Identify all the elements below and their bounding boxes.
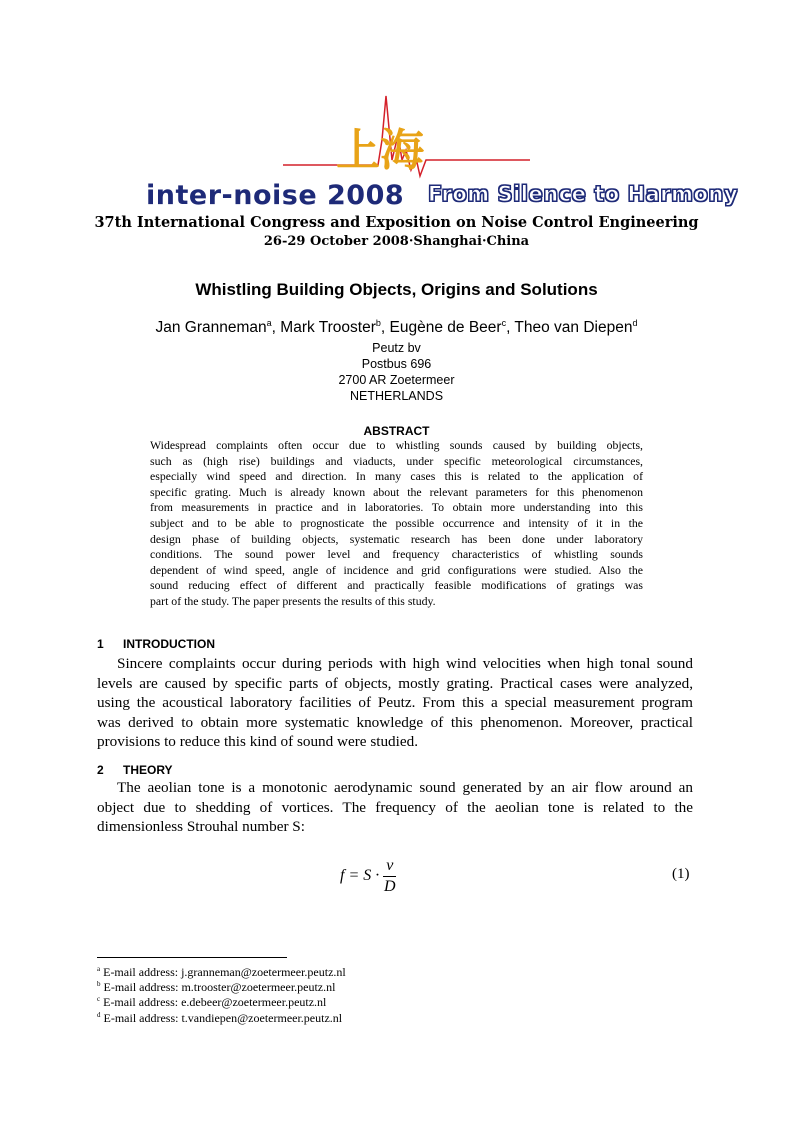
body-line: using the acoustical laboratory facilities of Peutz. From this a special measurement program <box>97 694 693 712</box>
abstract-heading: ABSTRACT <box>363 424 430 438</box>
abstract-line: part of the study. The paper presents the results of this study. <box>150 593 436 608</box>
logo-chinese-characters: 上海 <box>336 125 424 176</box>
footnote-mark: a <box>97 965 101 973</box>
author-list: Jan Granneman$^a$, Mark Trooster$^b$, Eugène de Beer$^c$, Theo van Diepen$^d$ <box>155 318 638 337</box>
abstract-line: subject and to be able to prognosticate the possible occurrence and intensity of it in the <box>150 515 643 530</box>
footnote <box>97 995 326 1010</box>
footnote-text: E-mail address: e.debeer@zoetermeer.peutz.nl <box>103 995 327 1009</box>
abstract-line: sound reducing effect of different and practically feasible modifications of gratings was <box>150 578 643 593</box>
footnote-mark: d <box>97 1011 101 1019</box>
abstract-line: specific grating. Much is already known about the relevant parameters for this phenomenon <box>150 484 643 499</box>
affiliation-line: 2700 AR Zoetermeer <box>338 373 455 387</box>
section-title: THEORY <box>123 763 173 777</box>
abstract-line: especially wind speed and direction. In many cases this is related to the application of <box>150 469 643 484</box>
paper-title: Whistling Building Objects, Origins and Solutions <box>195 280 598 299</box>
section-heading <box>97 637 215 651</box>
author-name: Theo van Diepen <box>514 319 633 337</box>
abstract-line: from measurements in practice and in laboratories. To obtain more understanding into this <box>150 500 643 515</box>
footnote <box>97 980 335 995</box>
equation-number: (1) <box>672 866 690 882</box>
author-name: Mark Trooster <box>280 319 376 337</box>
equation-denominator: D <box>384 878 396 895</box>
footnote-mark: c <box>97 995 101 1003</box>
affiliation-line: NETHERLANDS <box>349 389 444 403</box>
equation-lhs: f = S · <box>340 867 380 885</box>
author-name: Eugène de Beer <box>389 319 502 337</box>
body-line: The aeolian tone is a monotonic aerodynamic sound generated by an air flow around an <box>117 779 693 796</box>
author-mark: d <box>632 318 638 328</box>
logo-slogan: From Silence to Harmony <box>428 182 739 206</box>
section-heading <box>97 763 173 777</box>
equation-numerator: v <box>383 856 396 877</box>
section-body <box>97 654 693 752</box>
footnote <box>97 965 346 980</box>
affiliation-line: Postbus 696 <box>361 357 432 371</box>
author-name: Jan Granneman <box>155 319 267 337</box>
abstract-line: such as (high rise) buildings and viaducts, under specific meteorological circumstances, <box>150 453 643 468</box>
affiliation-line: Peutz bv <box>372 341 421 355</box>
section-title: INTRODUCTION <box>123 637 215 651</box>
footnote-text: E-mail address: j.granneman@zoetermeer.peutz.nl <box>103 965 346 979</box>
section-number: 2 <box>97 763 104 777</box>
footnote <box>97 1011 342 1026</box>
congress-title: 37th International Congress and Exposition on Noise Control Engineering <box>94 214 699 231</box>
body-line: provisions to reduce this kind of sound were studied. <box>97 733 418 751</box>
author-mark: c <box>501 318 507 328</box>
footnote-text: E-mail address: m.trooster@zoetermeer.peutz.nl <box>103 980 336 994</box>
body-line: object due to shedding of vortices. The frequency of the aeolian tone is related to the <box>97 798 693 816</box>
body-line: levels are caused by specific parts of objects, mostly grating. Practical cases were analyzed, <box>97 674 693 692</box>
body-line: dimensionless Strouhal number S: <box>97 818 305 836</box>
abstract-line: design phase of building objects, systematic research has been done under laboratory <box>150 531 643 546</box>
equation-fraction <box>383 856 396 897</box>
body-line: Sincere complaints occur during periods with high wind velocities when high tonal sound <box>117 655 693 672</box>
abstract-line: conditions. The sound power level and frequency characteristics of whistling sounds <box>150 547 643 562</box>
equation <box>340 856 396 897</box>
abstract-line: dependent of wind speed, angle of incidence and grid configurations were studied. Also the <box>150 562 643 577</box>
logo-name: inter-noise 2008 <box>146 180 405 211</box>
footnote-mark: b <box>97 980 101 988</box>
footnote-text: E-mail address: t.vandiepen@zoetermeer.peutz.nl <box>103 1011 343 1025</box>
abstract-line: Widespread complaints often occur due to whistling sounds caused by building objects, <box>150 438 643 452</box>
section-body <box>97 778 693 837</box>
body-line: was derived to obtain more systematic knowledge of this phenomenon. Moreover, practical <box>97 713 693 731</box>
author-mark: a <box>266 318 272 328</box>
congress-dates: 26-29 October 2008·Shanghai·China <box>263 234 530 249</box>
section-number: 1 <box>97 637 104 651</box>
author-mark: b <box>375 318 381 328</box>
footnote-rule <box>97 957 287 958</box>
abstract-body <box>150 438 643 610</box>
